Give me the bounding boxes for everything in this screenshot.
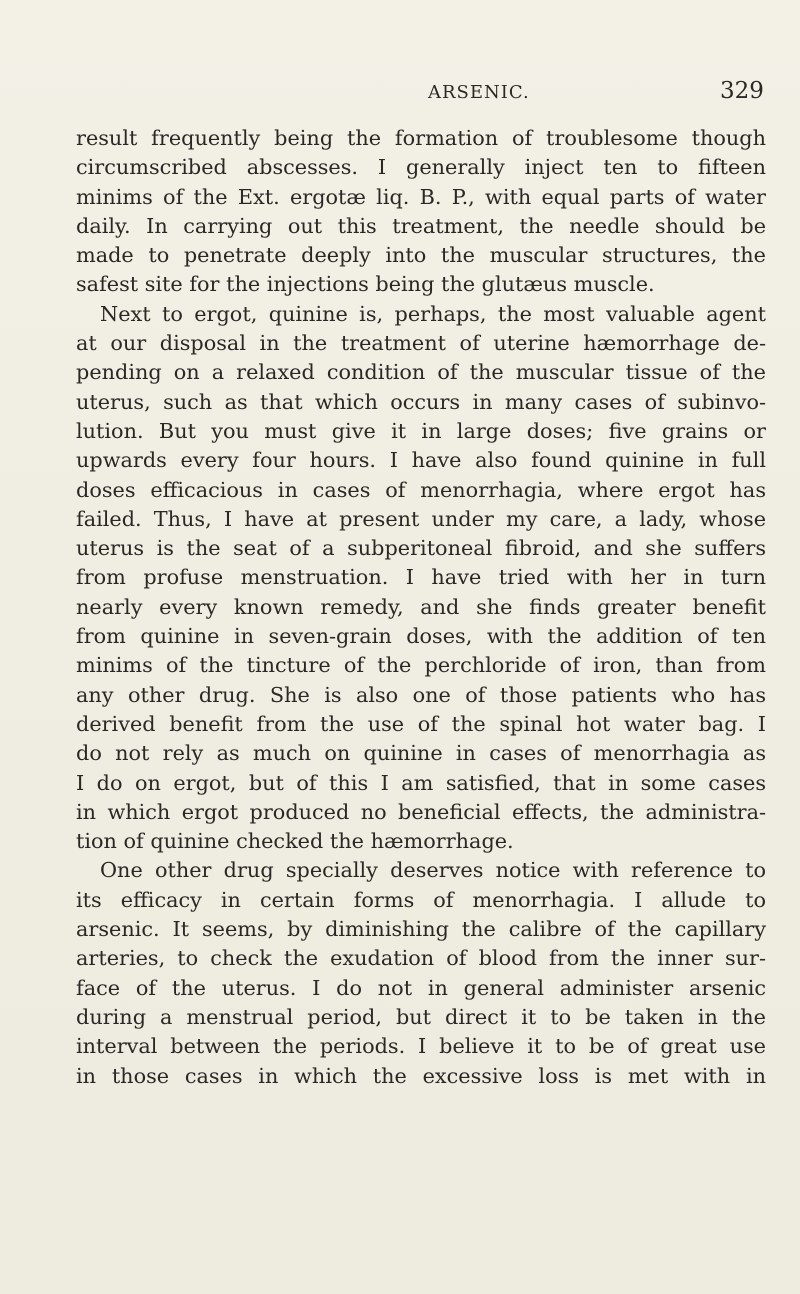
text-line: One other drug specially deserves notice with reference to xyxy=(100,858,766,883)
text-line: uterus, such as that which occurs in many cases of subinvo- xyxy=(76,389,766,414)
text-line: safest site for the injections being the glutæus muscle. xyxy=(76,272,655,297)
text-line: from quinine in seven-grain doses, with the addition of ten xyxy=(76,624,766,649)
text-line: doses efficacious in cases of menorrhagia, where ergot has xyxy=(76,477,766,502)
text-line: any other drug. She is also one of those patients who has xyxy=(76,682,766,707)
text-line: Next to ergot, quinine is, perhaps, the most valuable agent xyxy=(100,301,766,326)
text-line: pending on a relaxed condition of the muscular tissue of the xyxy=(76,360,766,385)
text-line: failed. Thus, I have at present under my care, a lady, whose xyxy=(76,506,766,531)
text-line: from profuse menstruation. I have tried with her in turn xyxy=(76,565,766,590)
text-line: I do on ergot, but of this I am satisfied, that in some cases xyxy=(76,770,766,795)
page-header xyxy=(0,78,800,108)
text-line: circumscribed abscesses. I generally inject ten to fifteen xyxy=(76,155,766,180)
text-line: tion of quinine checked the hæmorrhage. xyxy=(76,829,514,854)
text-line: minims of the Ext. ergotæ liq. B. P., with equal parts of water xyxy=(76,184,766,209)
text-line: arsenic. It seems, by diminishing the calibre of the capillary xyxy=(76,917,766,942)
text-line: made to penetrate deeply into the muscular structures, the xyxy=(76,243,766,268)
text-line: its efficacy in certain forms of menorrhagia. I allude to xyxy=(76,887,766,912)
text-line: result frequently being the formation of troublesome though xyxy=(76,126,766,150)
text-line: minims of the tincture of the perchloride of iron, than from xyxy=(76,653,766,678)
text-line: in which ergot produced no beneficial effects, the administra- xyxy=(76,799,766,824)
page-number: 329 xyxy=(720,78,764,104)
text-line: interval between the periods. I believe it to be of great use xyxy=(76,1034,766,1059)
body-text xyxy=(76,124,766,1091)
text-line: in those cases in which the excessive loss is met with in xyxy=(76,1063,766,1088)
text-line: upwards every four hours. I have also found quinine in full xyxy=(76,448,766,473)
text-line: lution. But you must give it in large doses; five grains or xyxy=(76,418,766,443)
text-line: nearly every known remedy, and she finds greater benefit xyxy=(76,594,766,619)
text-line: derived benefit from the use of the spinal hot water bag. I xyxy=(76,711,766,736)
text-line: face of the uterus. I do not in general administer arsenic xyxy=(76,975,766,1000)
text-line: during a menstrual period, but direct it to be taken in the xyxy=(76,1004,766,1029)
text-line: at our disposal in the treatment of uterine hæmorrhage de- xyxy=(76,331,766,356)
text-line: daily. In carrying out this treatment, the needle should be xyxy=(76,213,766,238)
text-line: arteries, to check the exudation of blood from the inner sur- xyxy=(76,946,766,971)
text-line: uterus is the seat of a subperitoneal fibroid, and she suffers xyxy=(76,536,766,561)
text-line: do not rely as much on quinine in cases of menorrhagia as xyxy=(76,741,766,766)
running-head: ARSENIC. xyxy=(428,82,530,103)
